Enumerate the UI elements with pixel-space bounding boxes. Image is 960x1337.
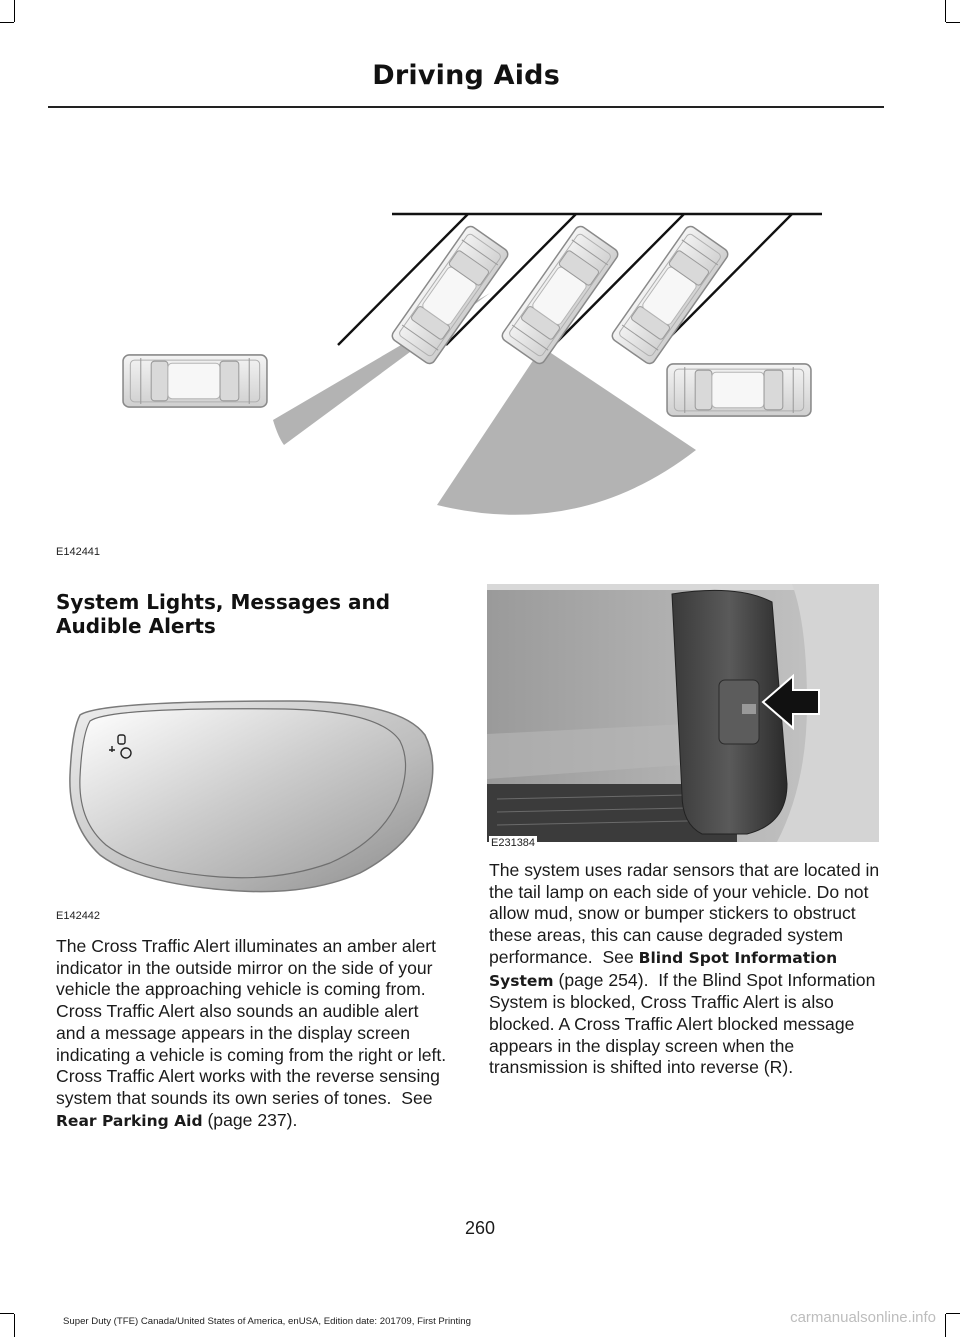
see-label: See — [602, 946, 634, 967]
paragraph-text: The Cross Traffic Alert illuminates an amber alert indicator in the outside mirror on the side of your vehicle the approaching vehicle is coming from. Cross Traffic Alert also sounds an audible alert and a message appears in the display screen indicating a vehicle is coming from the right or left. Cross Traffic Alert works with the reverse sensing system that sounds its own series of tones. — [56, 936, 447, 1108]
crop-mark — [14, 0, 15, 22]
figure-code: E142442 — [56, 910, 101, 922]
tail-lamp-photo — [487, 584, 879, 842]
watermark: carmanualsonline.info — [790, 1309, 936, 1326]
crop-mark — [946, 22, 960, 23]
cross-reference-link[interactable]: Blind Spot Information System — [489, 948, 838, 990]
page-reference: (page 254). — [558, 969, 649, 990]
paragraph-text: The system uses radar sensors that are located in the tail lamp on each side of your vehicle. Do not allow mud, snow or bumper stickers to obstruct these areas, this can cause degraded system performance. — [489, 860, 880, 967]
cross-reference-link[interactable]: Rear Parking Aid — [56, 1111, 203, 1130]
footer-edition: Super Duty (TFE) Canada/United States of America, enUSA, Edition date: 201709, First Printing — [63, 1316, 471, 1327]
right-radar-zone — [437, 347, 696, 515]
see-label: See — [401, 1087, 433, 1108]
crop-mark — [14, 1314, 15, 1337]
page-number: 260 — [464, 1218, 496, 1238]
figure-code: E231384 — [491, 837, 536, 849]
header-divider — [48, 106, 884, 108]
crossing-vehicle-left — [123, 355, 267, 407]
crop-mark — [946, 1313, 960, 1314]
crop-mark — [0, 22, 14, 23]
crop-mark — [945, 1314, 946, 1337]
parking-lot-illustration — [110, 205, 830, 540]
crop-mark — [0, 1313, 14, 1314]
left-paragraph — [56, 936, 448, 1132]
crossing-vehicle-right — [667, 364, 811, 416]
right-paragraph — [489, 860, 881, 1079]
paragraph-text: If the Blind Spot Information System is blocked, Cross Traffic Alert is also blocked. A Cross Traffic Alert blocked message appears in the display screen when the transmission is shifted into reverse (R). — [489, 969, 876, 1078]
figure-code: E142441 — [56, 546, 101, 558]
section-heading: System Lights, Messages and Audible Alerts — [56, 590, 391, 638]
side-mirror-illustration — [60, 695, 440, 895]
crop-mark — [945, 0, 946, 22]
page-title: Driving Aids — [372, 60, 560, 91]
page-reference: (page 237). — [207, 1109, 298, 1130]
